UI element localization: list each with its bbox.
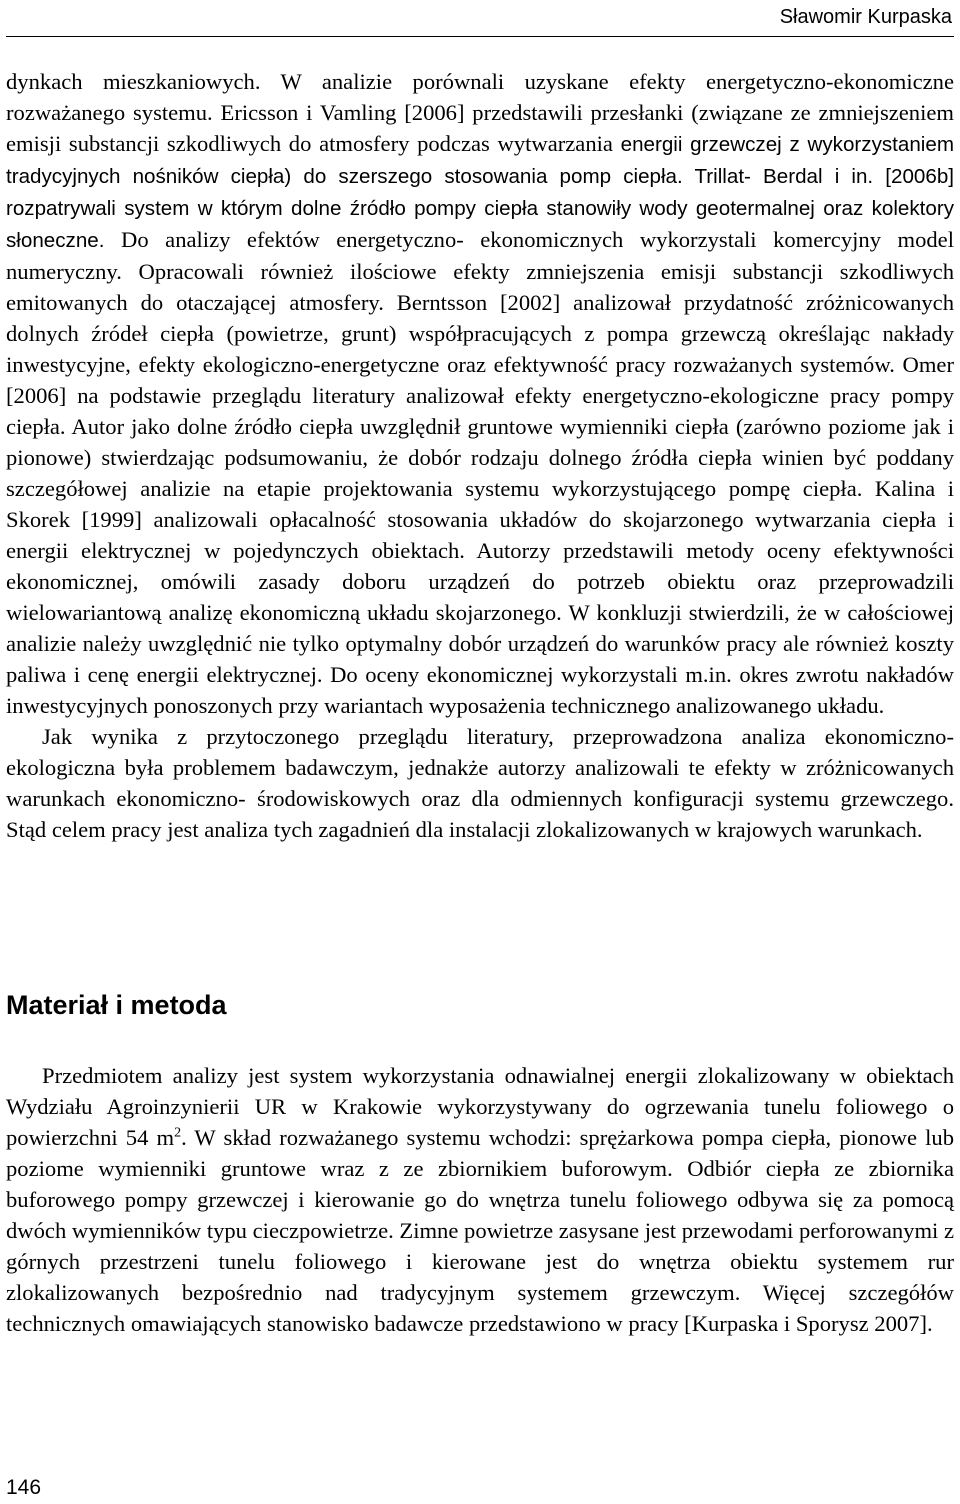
paragraph-method — [6, 1060, 954, 1339]
body-text-section-1 — [6, 66, 954, 845]
text-segment: Ericsson i Vamling [2006] przedstawili przesłanki (związane ze zmniejszeniem emisji substancji szkodliwych do atmosfery podczas wytwarzania — [6, 100, 954, 156]
text-segment: dynkach mieszkaniowych. W analizie porównali uzyskane efekty energetyczno-ekonomiczne rozważanego systemu. — [6, 69, 954, 125]
text-segment: Przedmiotem analizy jest system wykorzystania odnawialnej energii zlokalizowany w obiektach Wydziału Agroinzynierii UR w Krakowie wykorzystywany do ogrzewania tunelu foliowego o powierzchni 54 m — [6, 1063, 954, 1150]
paragraph-literature-review — [6, 66, 954, 721]
body-text-section-2 — [6, 1060, 954, 1339]
header-rule — [6, 36, 954, 37]
text-segment: Do analizy efektów energetyczno- ekonomicznych wykorzystali komercyjny model numeryczny. Opracowali również ilościowe efekty zmniejszenia emisji substancji szkodliwych emitowanych do otaczającej atmosfery. Berntsson [2002] analizował przydatność zróżnicowanych dolnych źródeł ciepła (powietrze, grunt) współpracujących z pompa grzewczą określając nakłady inwestycyjne, efekty ekologiczno-energetyczne oraz efektywność pracy rozważanych systemów. Omer [2006] na podstawie przeglądu literatury analizował efekty energetyczno-ekologiczne pracy pompy ciepła. Autor jako dolne źródło ciepła uwzględnił gruntowe wymienniki ciepła (zarówno poziome jak i pionowe) stwierdzając podsumowaniu, że dobór rodzaju dolnego źródła ciepła winien być poddany szczegółowej analizie na etapie projektowania systemu wykorzystującego pompę ciepła. Kalina i Skorek [1999] analizowali opłacalność stosowania układów do skojarzonego wytwarzania ciepła i energii elektrycznej w pojedynczych obiektach. Autorzy przedstawili metody oceny efektywności ekonomicznej, omówili zasady doboru urządzeń do potrzeb obiektu oraz przeprowadzili wielowariantową analizę ekonomiczną układu skojarzonego. W konkluzji stwierdzili, że w całościowej analizie należy uwzględnić nie tylko optymalny dobór urządzeń do warunków pracy ale również koszty paliwa i cenę energii elektrycznej. Do oceny ekonomicznej wykorzystali m.in. okres zwrotu nakładów inwestycyjnych ponoszonych przy wariantach wyposażenia technicznego analizowanego układu. — [6, 227, 954, 718]
text-segment-sans: energii grzewczej z wykorzystaniem tradycyjnych nośników ciepła) do szerszego stosowania pomp ciepła. Trillat- Berdal i in. [2006b] rozpatrywali system w którym dolne źródło pompy ciepła stanowiły wody geotermalnej oraz kolektory słoneczne. — [6, 133, 954, 252]
page-number: 146 — [6, 1476, 42, 1499]
superscript: 2 — [174, 1125, 182, 1141]
text-segment: . W skład rozważanego systemu wchodzi: sprężarkowa pompa ciepła, pionowe lub poziome wymienniki gruntowe wraz z ze zbiornikiem buforowym. Odbiór ciepła ze zbiornika buforowego pompy grzewczej i kierowanie go do wnętrza tunelu foliowego odbywa się za pomocą dwóch wymienników typu cieczpowietrze. Zimne powietrze zasysane jest przewodami perforowanymi z górnych przestrzeni tunelu foliowego i kierowane jest do wnętrza obiektu systemem rur zlokalizowanych bezpośrednio nad tradycyjnym systemem grzewczym. Więcej szczegółów technicznych omawiających stanowisko badawcze przedstawiono w pracy [Kurpaska i Sporysz 2007]. — [6, 1125, 954, 1336]
section-heading: Materiał i metoda — [6, 990, 227, 1020]
paragraph-aim: Jak wynika z przytoczonego przeglądu literatury, przeprowadzona analiza ekonomiczno-ekologiczna była problemem badawczym, jednakże autorzy analizowali te efekty w zróżnicowanych warunkach ekonomiczno- środowiskowych oraz dla odmiennych konfiguracji systemu grzewczego. Stąd celem pracy jest analiza tych zagadnień dla instalacji zlokalizowanych w krajowych warunkach. — [6, 724, 954, 842]
page-header — [0, 0, 960, 40]
running-head-author: Sławomir Kurpaska — [779, 6, 952, 28]
